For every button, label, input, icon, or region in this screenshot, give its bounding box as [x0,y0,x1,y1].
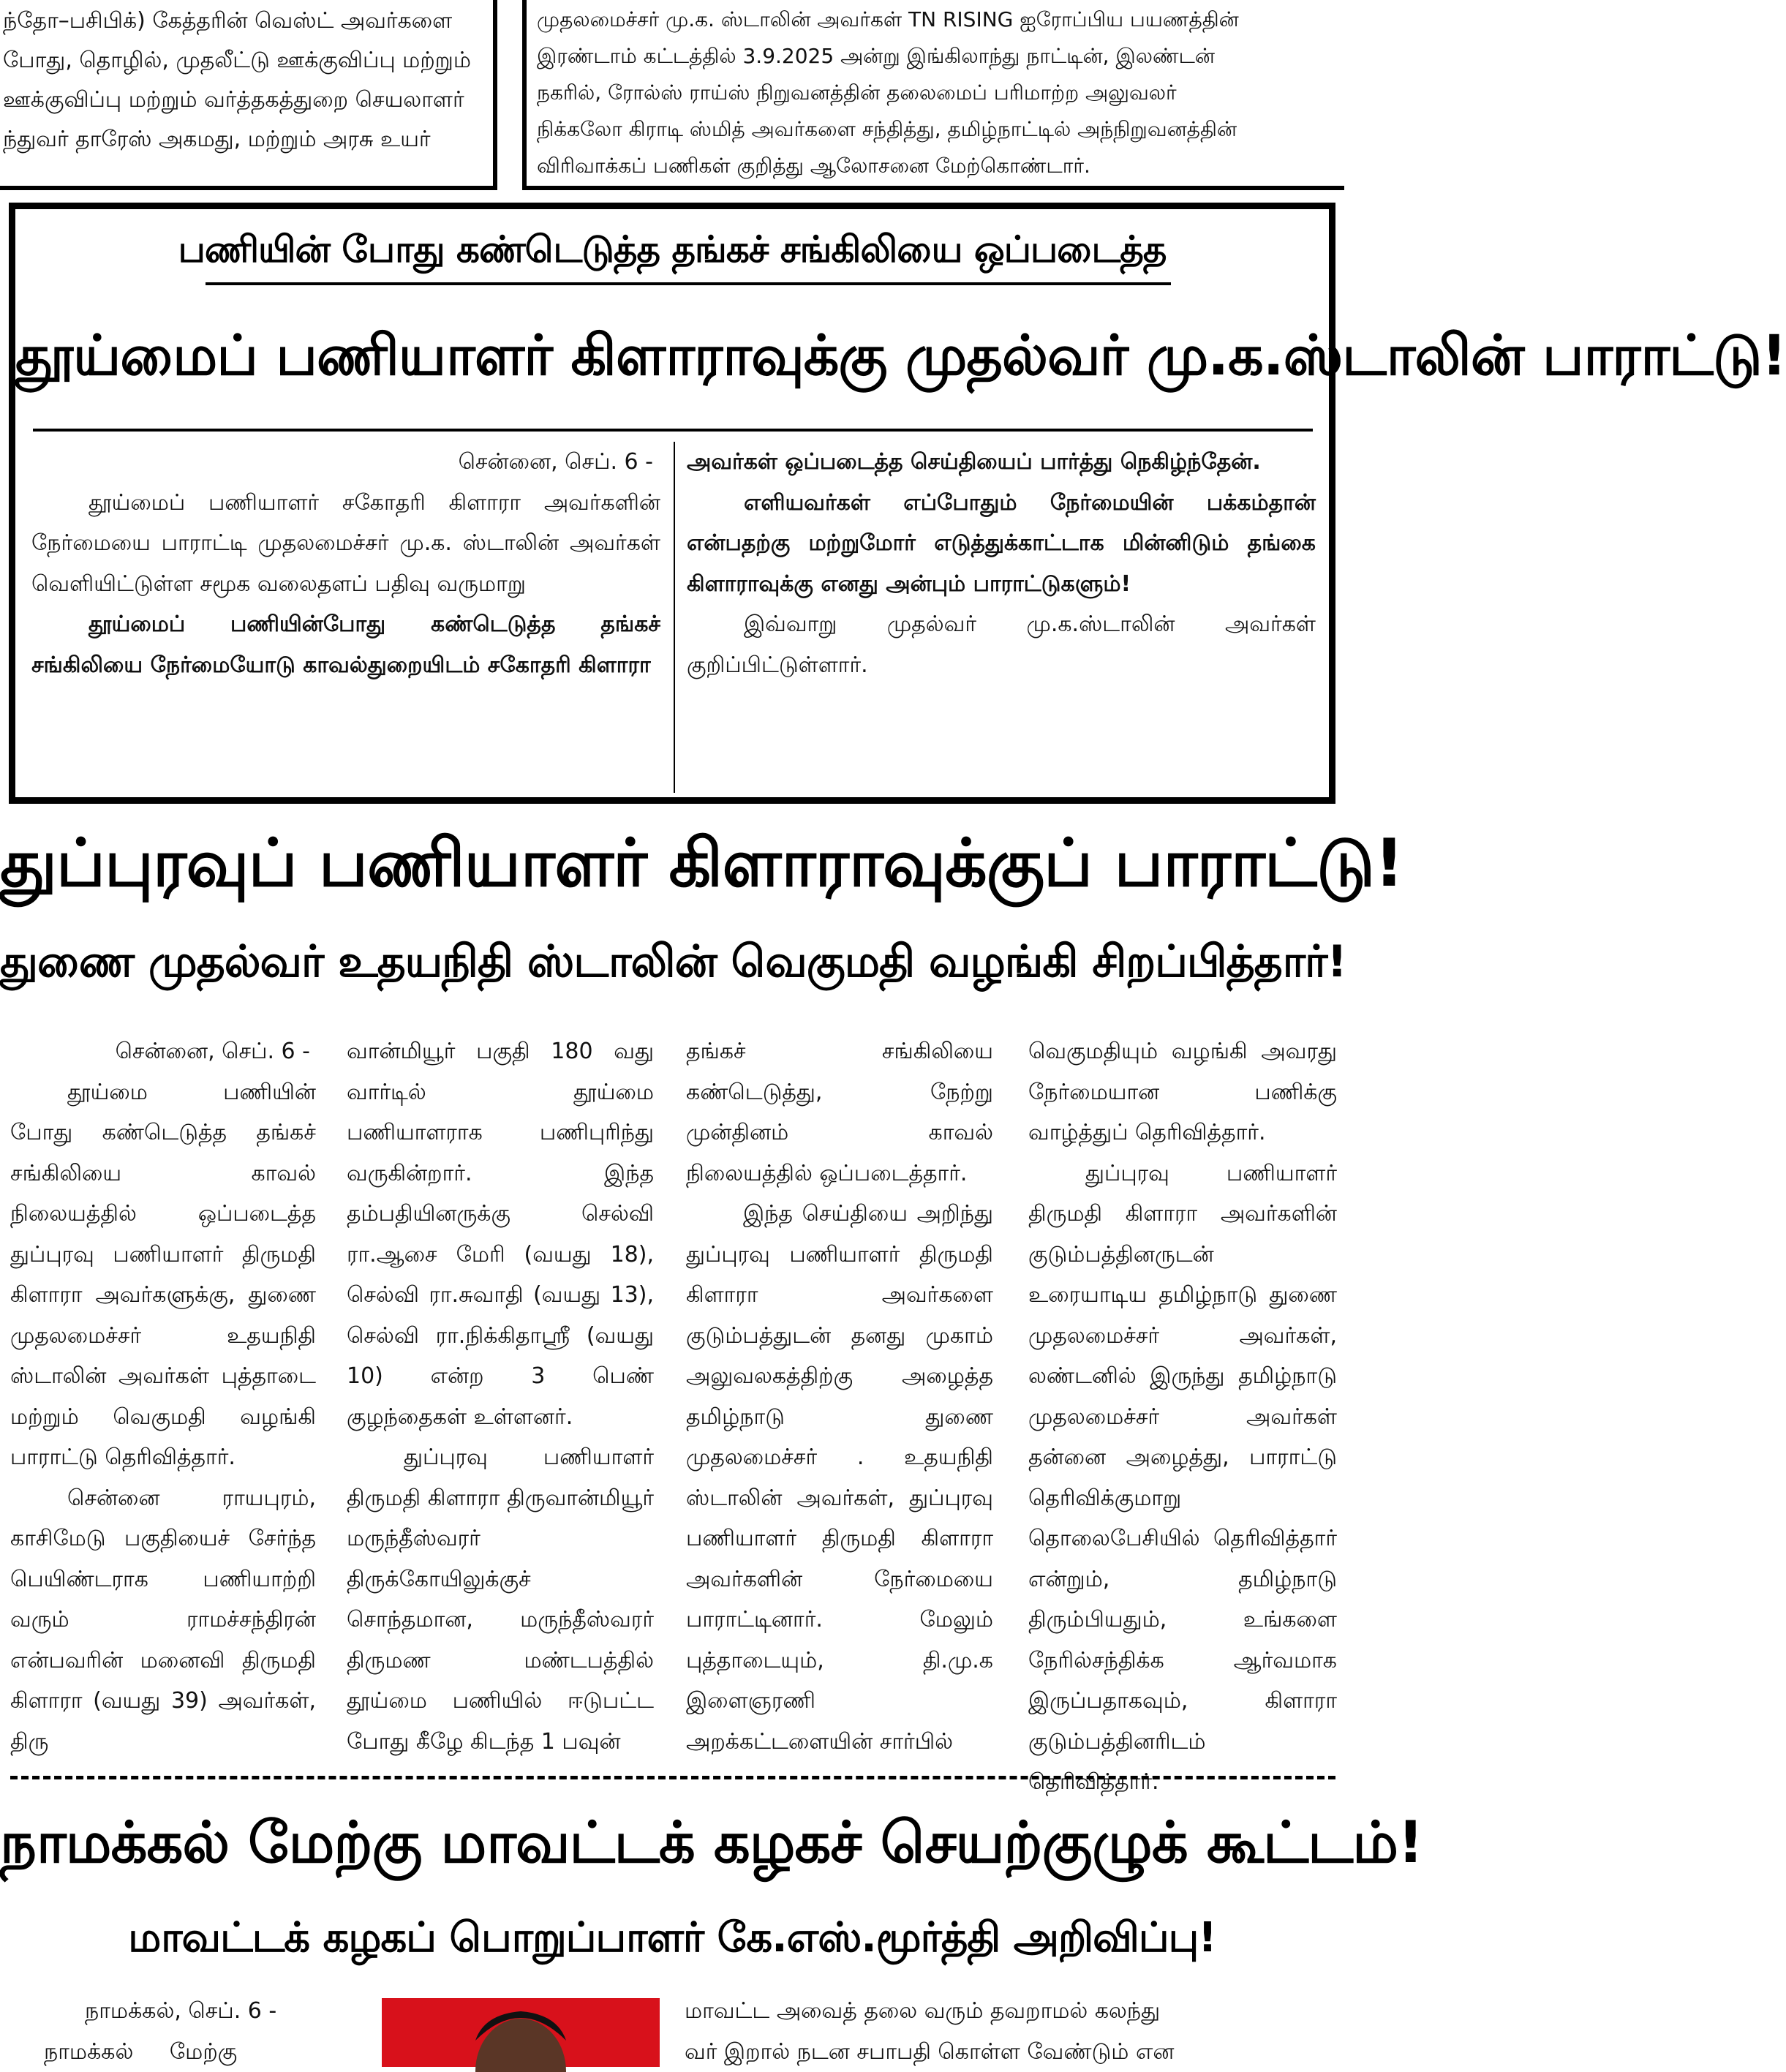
column-divider [674,442,675,793]
caption-line: விரிவாக்கப் பணிகள் குறித்து ஆலோசனை மேற்கொண்டார். [537,148,1327,184]
top-left-line: ந்துவர் தாரேஸ் அகமது, மற்றும் அரசு உயர் [3,120,486,159]
top-right-photo-caption [522,0,1344,190]
person-photo [382,1998,660,2067]
story2-headline: துப்புரவுப் பணியாளர் கிளாராவுக்குப் பாராட்டு! [0,816,1344,911]
story2-column-2 [347,1031,654,1762]
top-left-line: ஊக்குவிப்பு மற்றும் வர்த்தகத்துறை செயலாளர் [3,80,486,120]
story2-column-3 [686,1031,993,1762]
story1-right-column [687,442,1316,685]
caption-line: இரண்டாம் கட்டத்தில் 3.9.2025 அன்று இங்கிலாந்து நாட்டின், இலண்டன் [537,38,1327,75]
story2-paragraph: இந்த செய்தியை அறிந்து துப்புரவு பணியாளர் திருமதி கிளாரா அவர்களை குடும்பத்துடன் தனது முகாம் அலுவலகத்திற்கு அழைத்த தமிழ்நாடு துணை முதலமைச்சர் . உதயநிதி ஸ்டாலின் அவர்கள், துப்புரவு பணியாளர் திருமதி கிளாரா அவர்களின் நேர்மையை பாராட்டினார். மேலும் புத்தாடையும், தி.மு.க இளைஞரணி அறக்கட்டளையின் சார்பில் [686,1194,993,1762]
story2-paragraph: துப்புரவு பணியாளர் திருமதி கிளாரா திருவான்மியூர் மருந்தீஸ்வரர் திருக்கோயிலுக்குச் சொந்தமான, மருந்தீஸ்வரர் திருமண மண்டபத்தில் தூய்மை பணியில் ஈடுபட்ட போது கீழே கிடந்த 1 பவுன் [347,1437,654,1762]
story1-headline: தூய்மைப் பணியாளர் கிளாராவுக்கு முதல்வர் மு.க.ஸ்டாலின் பாராட்டு! [15,312,1329,399]
story1-kicker: பணியின் போது கண்டெடுத்த தங்கச் சங்கிலியை ஒப்படைத்த [15,224,1329,275]
caption-line: நிக்கலோ கிராடி ஸ்மித் அவர்களை சந்தித்து, தமிழ்நாட்டில் அந்நிறுவனத்தின் [537,111,1327,148]
story3-column-1 [44,1991,316,2072]
story3-line: வர் இறால் நடன சபாபதி கொள்ள வேண்டும் என [685,2032,1335,2072]
story2-paragraph: வெகுமதியும் வழங்கி அவரது நேர்மையான பணிக்கு வாழ்த்துப் தெரிவித்தார். [1028,1031,1337,1153]
top-left-line: ந்தோ–பசிபிக்) கேத்தரின் வெஸ்ட் அவர்களை [3,1,486,41]
caption-line: முதலமைச்சர் மு.க. ஸ்டாலின் அவர்கள் TN RISING ஐரோப்பிய பயணத்தின் [537,1,1327,38]
kicker-underline [206,282,1171,285]
story3-headline: நாமக்கல் மேற்கு மாவட்டக் கழகச் செயற்குழுக் கூட்டம்! [0,1796,1344,1891]
story3-line: நாமக்கல் மேற்கு [44,2032,316,2072]
top-left-line: போது, தொழில், முதலீட்டு ஊக்குவிப்பு மற்றும் [3,41,486,80]
story2-paragraph: வான்மியூர் பகுதி 180 வது வார்டில் தூய்மை பணியாளராக பணிபுரிந்து வருகின்றார். இந்த தம்பதியினருக்கு செல்வி ரா.ஆசை மேரி (வயது 18), செல்வி ரா.சுவாதி (வயது 13), செல்வி ரா.நிக்கிதாஸ்ரீ (வயது 10) என்ற 3 பெண் குழந்தைகள் உள்ளனர். [347,1031,654,1437]
story3-column-3 [685,1991,1335,2072]
story3-subhead: மாவட்டக் கழகப் பொறுப்பாளர் கே.எஸ்.மூர்த்தி அறிவிப்பு! [0,1905,1344,1971]
story1-box [9,203,1335,804]
story2-paragraph: தூய்மை பணியின் போது கண்டெடுத்த தங்கச் சங்கிலியை காவல் நிலையத்தில் ஒப்படைத்த துப்புரவு பணியாளர் திருமதி கிளாரா அவர்களுக்கு, துணை முதலமைச்சர் உதயநிதி ஸ்டாலின் அவர்கள் புத்தாடை மற்றும் வெகுமதி வழங்கி பாராட்டு தெரிவித்தார். [10,1072,316,1478]
story1-left-column [31,442,660,685]
story3-dateline: நாமக்கல், செப். 6 - [44,1991,316,2032]
story2-column-1 [10,1031,316,1762]
story2-paragraph: தங்கச் சங்கிலியை கண்டெடுத்து, நேற்று முன்தினம் காவல் நிலையத்தில் ஒப்படைத்தார். [686,1031,993,1194]
headline-rule [33,429,1313,432]
story1-intro: தூய்மைப் பணியாளர் சகோதரி கிளாரா அவர்களின் நேர்மையை பாராட்டி முதலமைச்சர் மு.க. ஸ்டாலின் அவர்கள் வெளியிட்டுள்ள சமூக வலைதளப் பதிவு வருமாறு [31,483,660,605]
story2-column-4 [1028,1031,1337,1803]
story1-quote-end: எளியவர்கள் எப்போதும் நேர்மையின் பக்கம்தான் என்பதற்கு மற்றுமோர் எடுத்துக்காட்டாக மின்னிடும் தங்கை கிளாராவுக்கு எனது அன்பும் பாராட்டுகளும்! [687,483,1316,605]
person-head-icon [382,1998,660,2067]
story1-quote-start: தூய்மைப் பணியின்போது கண்டெடுத்த தங்கச் சங்கிலியை நேர்மையோடு காவல்துறையிடம் சகோதரி கிளாரா [31,604,660,685]
top-left-article-fragment [0,0,497,190]
story2-subhead: துணை முதல்வர் உதயநிதி ஸ்டாலின் வெகுமதி வழங்கி சிறப்பித்தார்! [0,929,1344,995]
story2-paragraph: சென்னை ராயபுரம், காசிமேடு பகுதியைச் சேர்ந்த பெயிண்டராக பணியாற்றி வரும் ராமச்சந்திரன் என்பவரின் மனைவி திருமதி கிளாரா (வயது 39) அவர்கள், திரு [10,1478,316,1763]
story1-dateline: சென்னை, செப். 6 - [31,442,660,483]
dashed-separator [10,1776,1335,1779]
story1-closing: இவ்வாறு முதல்வர் மு.க.ஸ்டாலின் அவர்கள் குறிப்பிட்டுள்ளார். [687,604,1316,685]
story2-dateline: சென்னை, செப். 6 - [10,1031,316,1072]
story1-quote-cont: அவர்கள் ஒப்படைத்த செய்தியைப் பார்த்து நெகிழ்ந்தேன். [687,442,1316,483]
story3-line: மாவட்ட அவைத் தலை வரும் தவறாமல் கலந்து [685,1991,1335,2032]
story2-paragraph: துப்புரவு பணியாளர் திருமதி கிளாரா அவர்களின் குடும்பத்தினருடன் உரையாடிய தமிழ்நாடு துணை முதலமைச்சர் அவர்கள், லண்டனில் இருந்து தமிழ்நாடு முதலமைச்சர் அவர்கள் தன்னை அழைத்து, பாராட்டு தெரிவிக்குமாறு தொலைபேசியில் தெரிவித்தார் என்றும், தமிழ்நாடு திரும்பியதும், உங்களை நேரில்சந்திக்க ஆர்வமாக இருப்பதாகவும், கிளாரா குடும்பத்தினரிடம் தெரிவித்தார். [1028,1153,1337,1803]
caption-line: நகரில், ரோல்ஸ் ராய்ஸ் நிறுவனத்தின் தலைமைப் பரிமாற்ற அலுவலர் [537,75,1327,111]
